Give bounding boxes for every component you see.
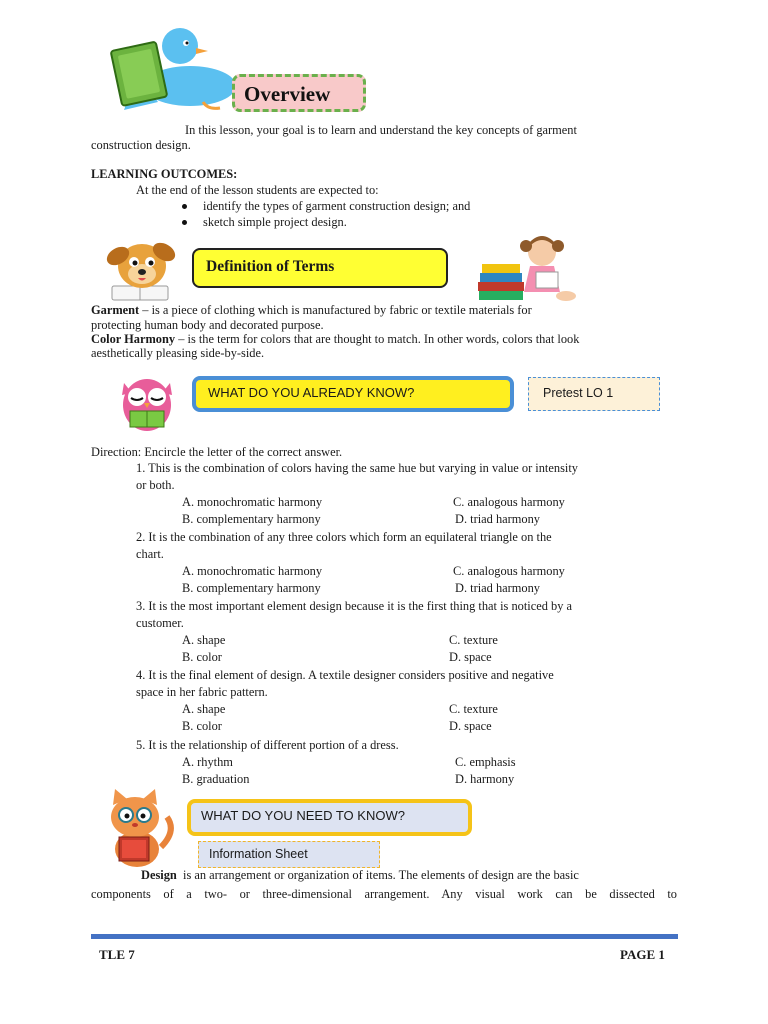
question-stem: 4. It is the final element of design. A textile designer considers positive and negative — [136, 668, 554, 682]
need-know-heading: WHAT DO YOU NEED TO KNOW? — [187, 799, 472, 836]
answer-option-c[interactable]: C. texture — [449, 633, 498, 647]
bullet-icon — [182, 204, 187, 209]
harmony-definition-line-1: Color Harmony – is the term for colors that are thought to match. In other words, colors that look — [91, 332, 580, 346]
question-stem: 3. It is the most important element design because it is the first thing that is noticed by a — [136, 599, 572, 613]
garment-definition-line-1: Garment – is a piece of clothing which is manufactured by fabric or textile materials for — [91, 303, 532, 317]
answer-option-d[interactable]: D. space — [449, 650, 492, 664]
garment-definition-line-2: protecting human body and decorated purpose. — [91, 318, 324, 332]
intro-line-2: construction design. — [91, 138, 191, 152]
question-stem-continued: customer. — [136, 616, 184, 630]
bullet-icon — [182, 220, 187, 225]
bird-reading-icon — [108, 26, 248, 112]
answer-option-c[interactable]: C. analogous harmony — [453, 495, 565, 509]
outcome-bullet-2: sketch simple project design. — [182, 215, 347, 230]
answer-option-d[interactable]: D. triad harmony — [455, 581, 540, 595]
answer-option-d[interactable]: D. harmony — [455, 772, 515, 786]
outcomes-lead: At the end of the lesson students are expected to: — [136, 183, 379, 197]
girl-reading-books-icon — [476, 234, 578, 304]
answer-option-b[interactable]: B. graduation — [182, 772, 250, 786]
question-stem: 1. This is the combination of colors having the same hue but varying in value or intensity — [136, 461, 578, 475]
information-sheet-tag: Information Sheet — [198, 841, 380, 868]
design-paragraph-line-2: components of a two- or three-dimensional arrangement. Any visual work can be dissected to — [91, 887, 677, 901]
question-stem-continued: or both. — [136, 478, 175, 492]
harmony-definition-line-2: aesthetically pleasing side-by-side. — [91, 346, 265, 360]
answer-option-a[interactable]: A. shape — [182, 633, 226, 647]
answer-option-a[interactable]: A. shape — [182, 702, 226, 716]
answer-option-c[interactable]: C. texture — [449, 702, 498, 716]
question-stem: 2. It is the combination of any three colors which form an equilateral triangle on the — [136, 530, 552, 544]
answer-option-b[interactable]: B. complementary harmony — [182, 581, 321, 595]
quiz-direction: Direction: Encircle the letter of the correct answer. — [91, 445, 343, 459]
question-stem-continued: space in her fabric pattern. — [136, 685, 268, 699]
question-stem-continued: chart. — [136, 547, 164, 561]
footer-subject: TLE 7 — [99, 947, 135, 962]
owl-reading-icon — [118, 371, 176, 433]
cat-reading-icon — [97, 787, 177, 869]
answer-option-c[interactable]: C. emphasis — [455, 755, 516, 769]
outcome-bullet-1: identify the types of garment construction design; and — [182, 199, 470, 214]
answer-option-d[interactable]: D. triad harmony — [455, 512, 540, 526]
already-know-heading: WHAT DO YOU ALREADY KNOW? — [192, 376, 514, 412]
definitions-heading: Definition of Terms — [192, 248, 448, 288]
outcomes-heading: LEARNING OUTCOMES: — [91, 167, 238, 181]
answer-option-b[interactable]: B. color — [182, 650, 222, 664]
answer-option-d[interactable]: D. space — [449, 719, 492, 733]
design-paragraph-line-1: Design is an arrangement or organization of items. The elements of design are the basic — [141, 868, 579, 882]
answer-option-b[interactable]: B. color — [182, 719, 222, 733]
answer-option-a[interactable]: A. monochromatic harmony — [182, 495, 323, 509]
dog-reading-icon — [98, 236, 184, 304]
footer-rule — [91, 934, 678, 939]
answer-option-a[interactable]: A. monochromatic harmony — [182, 564, 323, 578]
answer-option-c[interactable]: C. analogous harmony — [453, 564, 565, 578]
pretest-tag: Pretest LO 1 — [528, 377, 660, 411]
question-stem: 5. It is the relationship of different portion of a dress. — [136, 738, 399, 752]
intro-line-1: In this lesson, your goal is to learn and understand the key concepts of garment — [185, 123, 577, 137]
answer-option-a[interactable]: A. rhythm — [182, 755, 233, 769]
footer-page-number: PAGE 1 — [620, 947, 665, 962]
overview-title: Overview — [232, 74, 366, 112]
answer-option-b[interactable]: B. complementary harmony — [182, 512, 321, 526]
